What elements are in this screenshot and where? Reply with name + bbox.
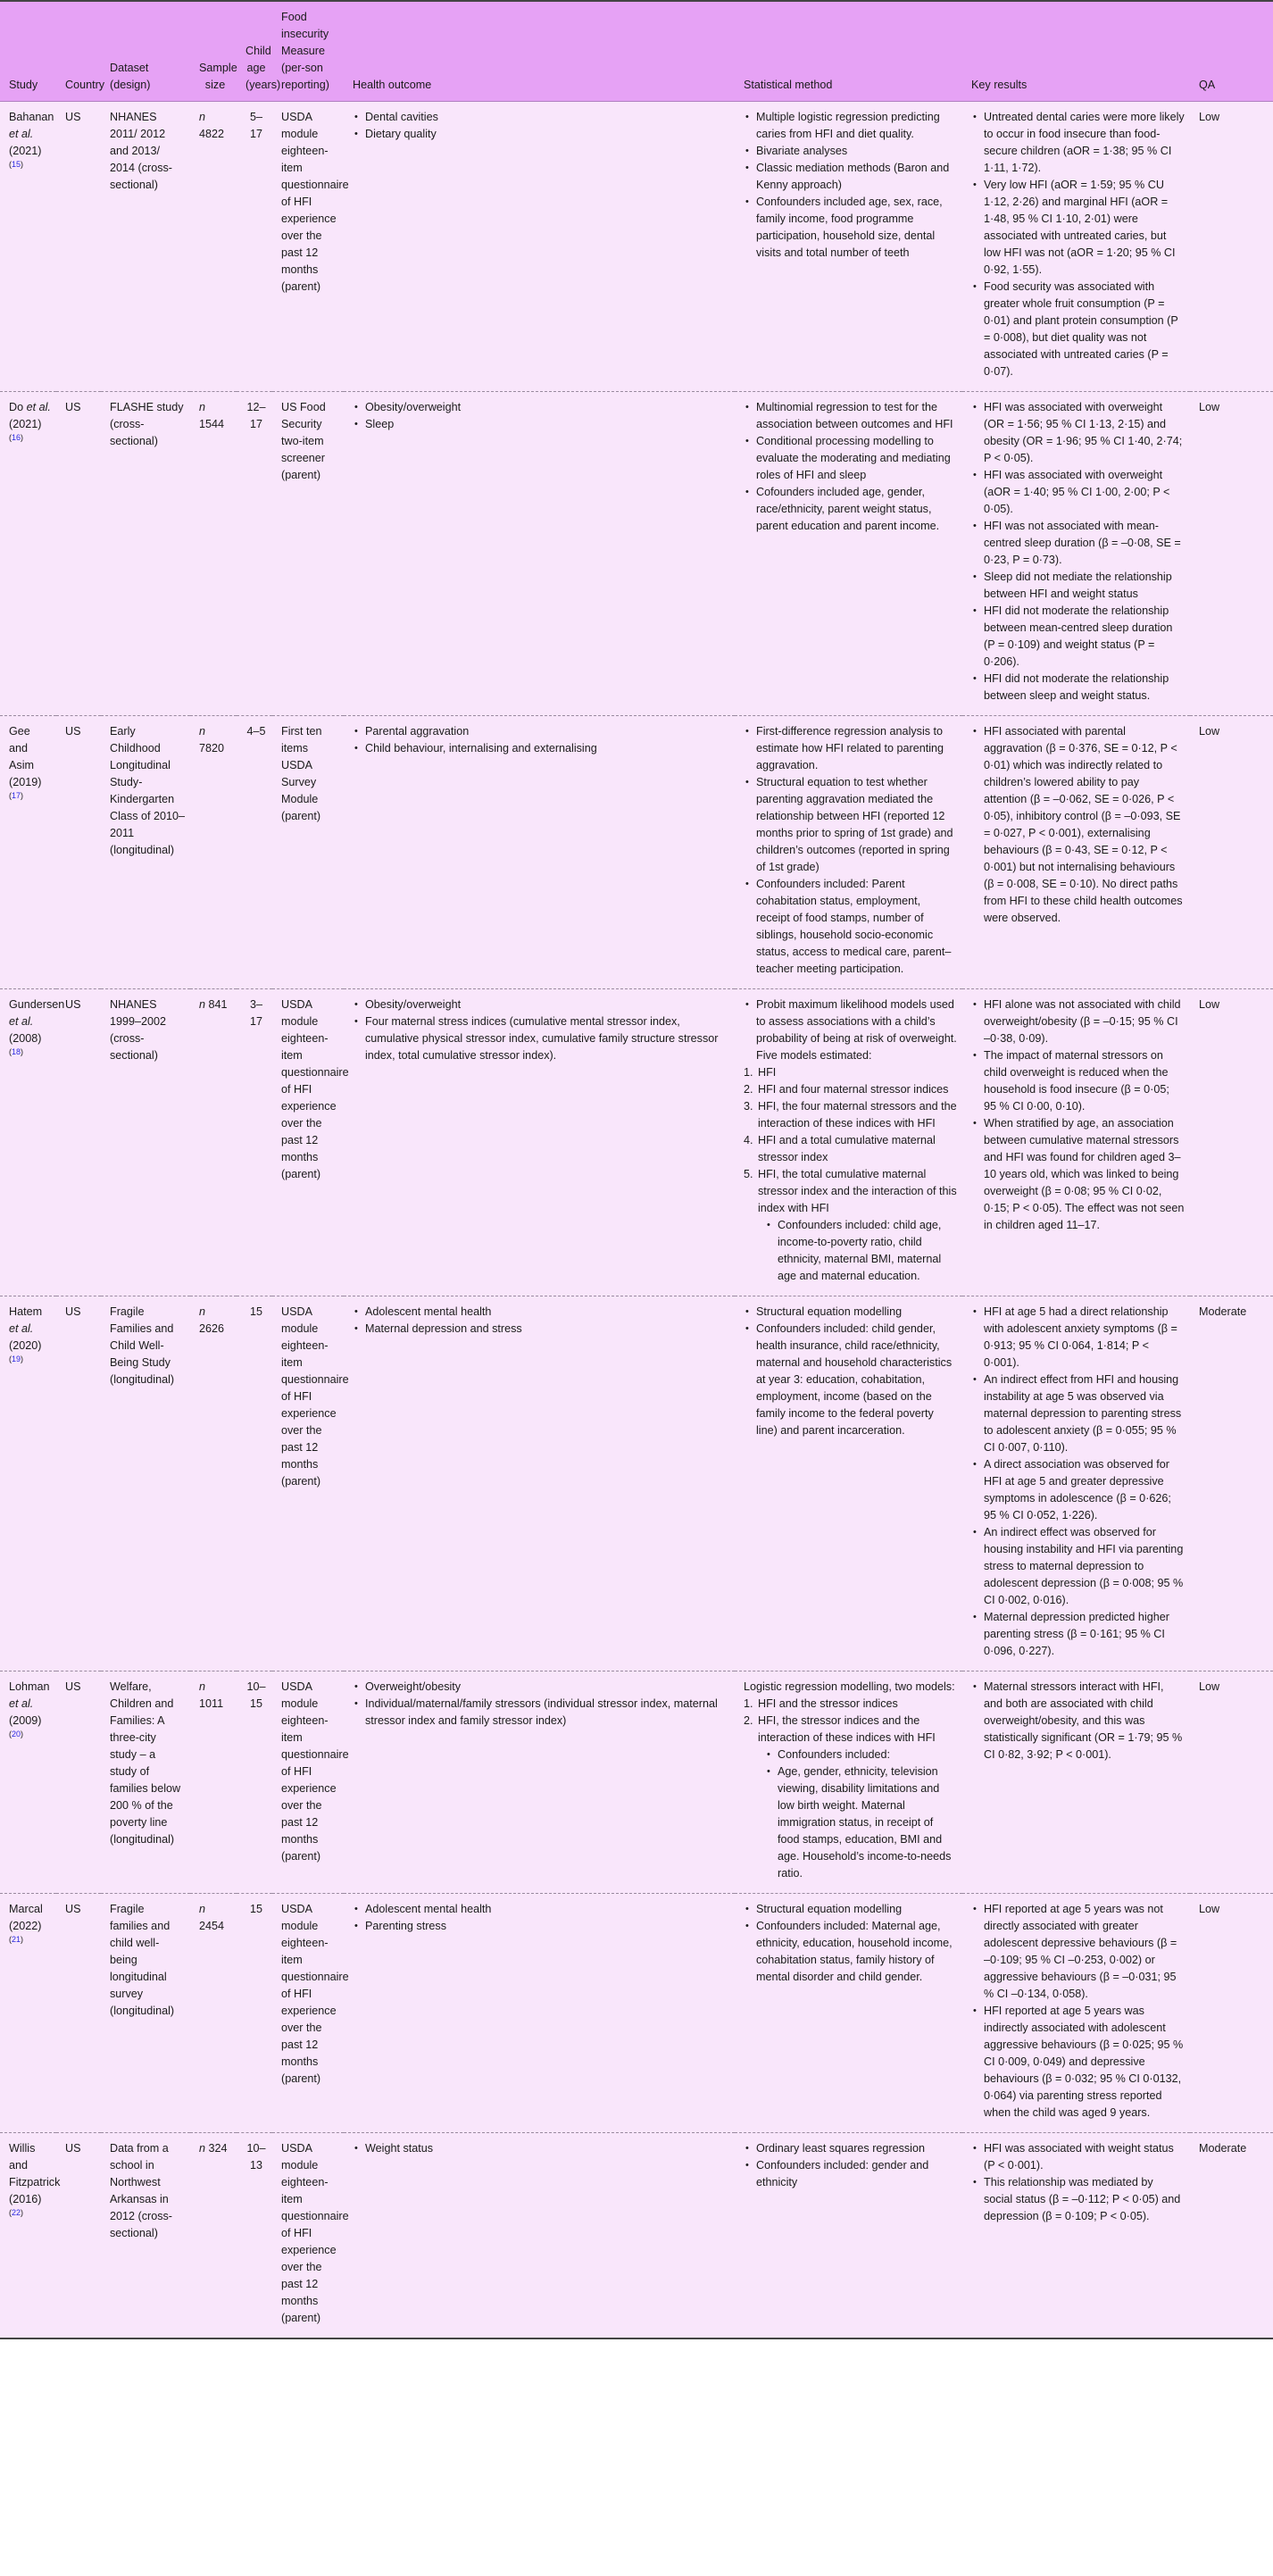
model-item xyxy=(744,1166,957,1217)
method-item: • Confounders included: Maternal age, ethnicity, education, household income, cohabitation status, family history of mental disorder and child gender. xyxy=(744,1918,957,1986)
method-item: • Structural equation modelling xyxy=(744,1304,957,1321)
cell-country: US xyxy=(56,1894,101,2133)
cell-child-age: 15 xyxy=(237,1894,272,2133)
cell-statistical-method xyxy=(735,1894,962,2133)
cell-dataset: Data from a school in Northwest Arkansas in 2012 (cross-sectional) xyxy=(101,2133,190,2339)
cell-sample-size xyxy=(190,989,237,1296)
cell-health-outcome xyxy=(344,1671,735,1894)
method-item: • Multinomial regression to test for the association between outcomes and HFI xyxy=(744,399,957,433)
outcome-list xyxy=(353,399,729,433)
cell-health-outcome xyxy=(344,1894,735,2133)
result-list xyxy=(971,723,1185,927)
cell-child-age: 10–15 xyxy=(237,1671,272,1894)
table-row xyxy=(0,989,1273,1296)
outcome-list xyxy=(353,109,729,143)
cell-fi-measure: USDA module eighteen-item questionnaire of HFI experience over the past 12 months (parent) xyxy=(272,2133,344,2339)
cell-dataset: Fragile Families and Child Well-Being Study (longitudinal) xyxy=(101,1296,190,1671)
sample-value: 1011 xyxy=(199,1697,224,1710)
cell-sample-size xyxy=(190,102,237,392)
cell-statistical-method xyxy=(735,1296,962,1671)
result-item: • HFI reported at age 5 years was indirectly associated with adolescent aggressive behaviours (β = 0·025; 95 % CI 0·009, 0·049) and depressive behaviours (β = 0·032; 95 % CI 0·0132, 0·064) via parenting stress reported when the child was aged 9 years. xyxy=(971,2003,1185,2122)
cell-key-results xyxy=(962,2133,1190,2339)
cell-fi-measure: USDA module eighteen-item questionnaire of HFI experience over the past 12 months (parent) xyxy=(272,102,344,392)
model-text: HFI and the stressor indices xyxy=(758,1697,898,1710)
method-item: • First-difference regression analysis to estimate how HFI related to parenting aggravation. xyxy=(744,723,957,774)
result-item: • Sleep did not mediate the relationship between HFI and weight status xyxy=(971,569,1185,603)
model-list xyxy=(744,1064,957,1217)
study-author: Willis and Fitzpatrick xyxy=(9,2142,61,2188)
method-item: • Classic mediation methods (Baron and Kenny approach) xyxy=(744,160,957,194)
method-item: • Ordinary least squares regression xyxy=(744,2140,957,2157)
citation-link[interactable]: 21 xyxy=(12,1934,21,1944)
outcome-item: • Overweight/obesity xyxy=(353,1679,729,1696)
result-item: • HFI was associated with weight status (P < 0·001). xyxy=(971,2140,1185,2174)
sample-n-symbol: n xyxy=(199,998,206,1011)
citation-link[interactable]: 16 xyxy=(12,432,21,442)
cell-statistical-method xyxy=(735,392,962,716)
model-item xyxy=(744,1132,957,1166)
model-number: 5. xyxy=(744,1168,753,1180)
cell-key-results xyxy=(962,989,1190,1296)
study-author: Gee and Asim xyxy=(9,725,34,771)
study-year: (2021) xyxy=(9,145,42,157)
citation-ref[interactable]: (18) xyxy=(9,1046,24,1056)
outcome-item: • Parenting stress xyxy=(353,1918,729,1935)
result-item: • Food security was associated with greater whole fruit consumption (P = 0·01) and plant protein consumption (P = 0·008), but diet quality was not associated with untreated caries (P = 0·07). xyxy=(971,279,1185,380)
cell-child-age: 3–17 xyxy=(237,989,272,1296)
outcome-list xyxy=(353,1901,729,1935)
result-list xyxy=(971,1901,1185,2122)
method-list xyxy=(744,1901,957,1986)
citation-ref[interactable]: (15) xyxy=(9,159,24,169)
model-text: HFI and four maternal stressor indices xyxy=(758,1083,949,1096)
outcome-item: • Dietary quality xyxy=(353,126,729,143)
sample-value: 2454 xyxy=(199,1920,225,1932)
cell-dataset: Early Childhood Longitudinal Study-Kindergarten Class of 2010–2011 (longitudinal) xyxy=(101,716,190,989)
table-row xyxy=(0,1894,1273,2133)
cell-study xyxy=(0,102,56,392)
header-statistical-method: Statistical method xyxy=(735,1,962,102)
header-country: Country xyxy=(56,1,101,102)
cell-study xyxy=(0,2133,61,2339)
cell-qa: Low xyxy=(1190,392,1273,716)
result-list xyxy=(971,109,1185,380)
table-header xyxy=(0,1,1273,102)
study-year: (2008) xyxy=(9,1032,42,1045)
citation-ref[interactable]: (16) xyxy=(9,432,24,442)
result-item: • HFI reported at age 5 years was not directly associated with greater adolescent depressive behaviours (β = –0·109; 95 % CI –0·253, 0·002) or aggressive behaviours (β = –0·031; 95 % CI –0·134, 0·058). xyxy=(971,1901,1185,2003)
cell-key-results xyxy=(962,1296,1190,1671)
cell-country: US xyxy=(56,1296,101,1671)
outcome-item: • Parental aggravation xyxy=(353,723,729,740)
citation-link[interactable]: 22 xyxy=(12,2207,21,2217)
table-row xyxy=(0,1296,1273,1671)
citation-link[interactable]: 19 xyxy=(12,1354,21,1363)
model-number: 2. xyxy=(744,1083,753,1096)
model-item xyxy=(744,1081,957,1098)
method-list xyxy=(744,1304,957,1439)
sample-value: 841 xyxy=(208,998,228,1011)
method-item: • Confounders included: child gender, health insurance, child race/ethnicity, maternal and household characteristics at year 3: education, cohabitation, employment, income (based on the family income to the federal poverty line) and parent incarceration. xyxy=(744,1321,957,1439)
result-item: • An indirect effect from HFI and housing instability at age 5 was observed via maternal depression to parenting stress to adolescent anxiety (β = 0·055; 95 % CI 0·007, 0·110). xyxy=(971,1371,1185,1456)
cell-statistical-method xyxy=(735,2133,962,2339)
sample-n-symbol: n xyxy=(199,1305,206,1318)
study-etal: et al. xyxy=(9,128,34,140)
model-number: 2. xyxy=(744,1714,753,1727)
header-sample-size: Sample size xyxy=(190,1,237,102)
cell-qa: Low xyxy=(1190,1894,1273,2133)
study-year: (2019) xyxy=(9,776,42,788)
citation-link[interactable]: 15 xyxy=(12,159,21,169)
cell-qa: Low xyxy=(1190,716,1273,989)
cell-dataset: Welfare, Children and Families: A three-city study – a study of families below 200 % of the poverty line (longitudinal) xyxy=(101,1671,190,1894)
cell-health-outcome xyxy=(344,1296,735,1671)
confounder-item: • Confounders included: child age, income-to-poverty ratio, child ethnicity, maternal BMI, maternal age and maternal education. xyxy=(765,1217,957,1285)
cell-key-results xyxy=(962,102,1190,392)
sample-n-symbol: n xyxy=(199,1903,206,1915)
cell-country: US xyxy=(56,989,101,1296)
cell-study xyxy=(0,1671,56,1894)
table-body xyxy=(0,102,1273,2339)
method-intro: Logistic regression modelling, two models: xyxy=(744,1680,955,1693)
sample-value: 2626 xyxy=(199,1322,225,1335)
result-item: • When stratified by age, an association between cumulative maternal stressors and HFI was found for children aged 3–10 years old, which was linked to being overweight (β = 0·08; 95 % CI 0·02, 0·15; P < 0·05). The effect was not seen in children aged 11–17. xyxy=(971,1115,1185,1234)
study-etal: et al. xyxy=(9,1015,34,1028)
cell-sample-size xyxy=(190,1296,237,1671)
result-item: • An indirect effect was observed for housing instability and HFI via parenting stress to maternal depression to adolescent depression (β = 0·008; 95 % CI 0·002, 0·016). xyxy=(971,1524,1185,1609)
cell-statistical-method xyxy=(735,716,962,989)
sample-value: 7820 xyxy=(199,742,225,754)
cell-statistical-method xyxy=(735,989,962,1296)
method-list xyxy=(744,399,957,535)
model-text: HFI and a total cumulative maternal stressor index xyxy=(758,1134,936,1163)
sample-n-symbol: n xyxy=(199,1680,206,1693)
header-health-outcome: Health outcome xyxy=(344,1,735,102)
method-item: • Confounders included: Parent cohabitation status, employment, receipt of food stamps, number of siblings, household socio-economic status, access to medical care, parent–teacher meeting participation. xyxy=(744,876,957,978)
header-study: Study xyxy=(0,1,56,102)
outcome-list xyxy=(353,996,729,1064)
method-item: • Structural equation to test whether parenting aggravation mediated the relationship between HFI (reported 12 months prior to spring of 1st grade) and children’s outcomes (reported in spring of 1st grade) xyxy=(744,774,957,876)
outcome-list xyxy=(353,1679,729,1730)
model-number: 3. xyxy=(744,1100,753,1113)
citation-link[interactable]: 17 xyxy=(12,790,21,800)
method-item: • Conditional processing modelling to evaluate the moderating and mediating roles of HFI and sleep xyxy=(744,433,957,484)
cell-sample-size xyxy=(190,1671,237,1894)
cell-fi-measure: US Food Security two-item screener (parent) xyxy=(272,392,344,716)
cell-health-outcome xyxy=(344,989,735,1296)
cell-study xyxy=(0,1894,56,2133)
model-text: HFI, the stressor indices and the interaction of these indices with HFI xyxy=(758,1714,936,1744)
cell-study xyxy=(0,989,65,1296)
cell-health-outcome xyxy=(344,2133,735,2339)
outcome-item: • Obesity/overweight xyxy=(353,399,729,416)
method-list xyxy=(744,996,957,1064)
method-list xyxy=(744,723,957,978)
model-number: 1. xyxy=(744,1697,753,1710)
sample-n-symbol: n xyxy=(199,401,206,413)
cell-key-results xyxy=(962,392,1190,716)
cell-country: US xyxy=(56,1671,101,1894)
result-item: • Maternal stressors interact with HFI, and both are associated with child overweight/obesity, and this was statistically significant (OR = 1·79; 95 % CI 0·82, 3·92; P < 0·001). xyxy=(971,1679,1185,1763)
cell-dataset: FLASHE study (cross-sectional) xyxy=(101,392,190,716)
result-list xyxy=(971,2140,1185,2225)
cell-study xyxy=(0,1296,56,1671)
confounder-item: • Age, gender, ethnicity, television viewing, disability limitations and low birth weight. Maternal immigration status, in receipt of food stamps, education, BMI and age. Household’s income-to-needs ratio. xyxy=(765,1763,957,1882)
cell-dataset: NHANES 1999–2002 (cross-sectional) xyxy=(101,989,190,1296)
outcome-item: • Weight status xyxy=(353,2140,729,2157)
outcome-item: • Individual/maternal/family stressors (individual stressor index, maternal stressor index and family stressor index) xyxy=(353,1696,729,1730)
model-item xyxy=(744,1696,957,1713)
cell-health-outcome xyxy=(344,716,735,989)
confounder-list xyxy=(765,1747,957,1882)
study-year: (2016) xyxy=(9,2193,42,2205)
cell-qa: Low xyxy=(1190,989,1273,1296)
cell-sample-size xyxy=(190,1894,237,2133)
citation-ref[interactable]: (21) xyxy=(9,1934,24,1944)
citation-ref[interactable]: (20) xyxy=(9,1729,24,1738)
method-item: • Confounders included: gender and ethnicity xyxy=(744,2157,957,2191)
study-year: (2020) xyxy=(9,1339,42,1352)
cell-study xyxy=(0,716,56,989)
cell-dataset: NHANES 2011/ 2012 and 2013/ 2014 (cross-sectional) xyxy=(101,102,190,392)
confounder-list xyxy=(765,1217,957,1285)
result-item: • HFI at age 5 had a direct relationship with adolescent anxiety symptoms (β = 0·913; 95 % CI 0·064, 1·814; P < 0·001). xyxy=(971,1304,1185,1371)
study-etal: et al. xyxy=(26,401,51,413)
cell-country: US xyxy=(56,716,101,989)
result-item: • HFI associated with parental aggravation (β = 0·376, SE = 0·12, P < 0·01) which was indirectly related to children’s lowered ability to pay attention (β = –0·062, SE = 0·026, P < 0·05), inhibitory control (β = –0·093, SE = 0·027, P < 0·001), externalising behaviours (β = 0·43, SE = 0·12, P < 0·001) but not internalising behaviours (β = 0·008, SE = 0·10). No direct paths from HFI to these child health outcomes were observed. xyxy=(971,723,1185,927)
table-row xyxy=(0,2133,1273,2339)
study-year: (2009) xyxy=(9,1714,42,1727)
header-qa: QA xyxy=(1190,1,1273,102)
model-item xyxy=(744,1098,957,1132)
outcome-list xyxy=(353,2140,729,2157)
citation-ref[interactable]: (17) xyxy=(9,790,24,800)
cell-fi-measure: First ten items USDA Survey Module (parent) xyxy=(272,716,344,989)
sample-n-symbol: n xyxy=(199,725,206,738)
result-item: • A direct association was observed for HFI at age 5 and greater depressive symptoms in adolescence (β = 0·626; 95 % CI 0·052, 1·226). xyxy=(971,1456,1185,1524)
result-item: • Very low HFI (aOR = 1·59; 95 % CU 1·12, 2·26) and marginal HFI (aOR = 1·48, 95 % CI 1·10, 2·01) were associated with untreated caries, but low HFI was not (aOR = 1·20; 95 % CI 0·92, 1·55). xyxy=(971,177,1185,279)
cell-qa: Low xyxy=(1190,102,1273,392)
study-etal: et al. xyxy=(9,1322,34,1335)
cell-fi-measure: USDA module eighteen-item questionnaire of HFI experience over the past 12 months (parent) xyxy=(272,1671,344,1894)
cell-health-outcome xyxy=(344,392,735,716)
cell-qa: Moderate xyxy=(1190,1296,1273,1671)
result-list xyxy=(971,1679,1185,1763)
study-author: Hatem xyxy=(9,1305,43,1318)
method-item: • Cofounders included age, gender, race/ethnicity, parent weight status, parent education and parent income. xyxy=(744,484,957,535)
cell-child-age: 12–17 xyxy=(237,392,272,716)
citation-ref[interactable]: (22) xyxy=(9,2207,24,2217)
cell-fi-measure: USDA module eighteen-item questionnaire of HFI experience over the past 12 months (parent) xyxy=(272,1894,344,2133)
confounder-item: • Confounders included: xyxy=(765,1747,957,1763)
study-year: (2022) xyxy=(9,1920,42,1932)
cell-statistical-method xyxy=(735,102,962,392)
cell-statistical-method xyxy=(735,1671,962,1894)
method-item: • Multiple logistic regression predicting caries from HFI and diet quality. xyxy=(744,109,957,143)
model-number: 1. xyxy=(744,1066,753,1079)
outcome-list xyxy=(353,723,729,757)
header-child-age: Child age (years) xyxy=(237,1,272,102)
cell-key-results xyxy=(962,1671,1190,1894)
method-list xyxy=(744,109,957,262)
result-list xyxy=(971,1304,1185,1660)
cell-health-outcome xyxy=(344,102,735,392)
cell-child-age: 4–5 xyxy=(237,716,272,989)
model-item xyxy=(744,1064,957,1081)
cell-child-age: 10–13 xyxy=(237,2133,272,2339)
cell-fi-measure: USDA module eighteen-item questionnaire of HFI experience over the past 12 months (parent) xyxy=(272,989,344,1296)
table-row xyxy=(0,392,1273,716)
outcome-item: • Sleep xyxy=(353,416,729,433)
result-list xyxy=(971,399,1185,704)
method-item: • Structural equation modelling xyxy=(744,1901,957,1918)
header-fi-measure: Food insecurity Measure (per-son reporting) xyxy=(272,1,344,102)
cell-child-age: 15 xyxy=(237,1296,272,1671)
study-author: Marcal xyxy=(9,1903,43,1915)
outcome-item: • Dental cavities xyxy=(353,109,729,126)
result-item: • HFI was associated with overweight (OR = 1·56; 95 % CI 1·13, 2·15) and obesity (OR = 1·96; 95 % CI 1·40, 2·74; P < 0·05). xyxy=(971,399,1185,467)
study-author: Gundersen xyxy=(9,998,65,1011)
outcome-item: • Maternal depression and stress xyxy=(353,1321,729,1338)
outcome-item: • Child behaviour, internalising and externalising xyxy=(353,740,729,757)
header-dataset: Dataset (design) xyxy=(101,1,190,102)
study-author: Do xyxy=(9,401,24,413)
citation-link[interactable]: 18 xyxy=(12,1046,21,1056)
cell-dataset: Fragile families and child well-being longitudinal survey (longitudinal) xyxy=(101,1894,190,2133)
table-row xyxy=(0,716,1273,989)
sample-n-symbol: n xyxy=(199,2142,206,2155)
method-item: • Probit maximum likelihood models used to assess associations with a child’s probability of being at risk of overweight. Five models estimated: xyxy=(744,996,957,1064)
result-item: • Untreated dental caries were more likely to occur in food insecure than food-secure children (aOR = 1·38; 95 % CI 1·11, 1·72). xyxy=(971,109,1185,177)
study-etal: et al. xyxy=(9,1697,34,1710)
cell-key-results xyxy=(962,1894,1190,2133)
cell-sample-size xyxy=(190,716,237,989)
sample-value: 324 xyxy=(208,2142,228,2155)
table-row xyxy=(0,102,1273,392)
sample-value: 4822 xyxy=(199,128,225,140)
result-item: • HFI was associated with overweight (aOR = 1·40; 95 % CI 1·00, 2·00; P < 0·05). xyxy=(971,467,1185,518)
cell-sample-size xyxy=(190,2133,237,2339)
outcome-item: • Adolescent mental health xyxy=(353,1304,729,1321)
cell-qa: Low xyxy=(1190,1671,1273,1894)
method-item: • Confounders included age, sex, race, family income, food programme participation, household size, dental visits and total number of teeth xyxy=(744,194,957,262)
model-item xyxy=(744,1713,957,1747)
result-item: • HFI did not moderate the relationship between mean-centred sleep duration (P = 0·109) and weight status (P = 0·206). xyxy=(971,603,1185,671)
model-number: 4. xyxy=(744,1134,753,1146)
citation-link[interactable]: 20 xyxy=(12,1729,21,1738)
outcome-item: • Obesity/overweight xyxy=(353,996,729,1013)
study-author: Bahanan xyxy=(9,111,54,123)
result-item: • HFI was not associated with mean-centred sleep duration (β = –0·08, SE = 0·23, P = 0·73). xyxy=(971,518,1185,569)
method-item: • Bivariate analyses xyxy=(744,143,957,160)
study-author: Lohman xyxy=(9,1680,50,1693)
model-text: HFI, the four maternal stressors and the interaction of these indices with HFI xyxy=(758,1100,957,1130)
result-item: • This relationship was mediated by social status (β = –0·112; P < 0·05) and depression (β = 0·109; P < 0·05). xyxy=(971,2174,1185,2225)
result-item: • Maternal depression predicted higher parenting stress (β = 0·161; 95 % CI 0·096, 0·227). xyxy=(971,1609,1185,1660)
outcome-item: • Four maternal stress indices (cumulative mental stressor index, cumulative physical stressor index, cumulative family structure stressor index, total cumulative stressor index). xyxy=(353,1013,729,1064)
cell-country: US xyxy=(56,102,101,392)
header-key-results: Key results xyxy=(962,1,1190,102)
method-list xyxy=(744,2140,957,2191)
citation-ref[interactable]: (19) xyxy=(9,1354,24,1363)
cell-sample-size xyxy=(190,392,237,716)
cell-qa: Moderate xyxy=(1190,2133,1273,2339)
study-year: (2021) xyxy=(9,418,42,430)
model-text: HFI xyxy=(758,1066,777,1079)
model-text: HFI, the total cumulative maternal stressor index and the interaction of this index with HFI xyxy=(758,1168,957,1214)
table-row xyxy=(0,1671,1273,1894)
cell-key-results xyxy=(962,716,1190,989)
result-item: • HFI did not moderate the relationship between sleep and weight status. xyxy=(971,671,1185,704)
cell-fi-measure: USDA module eighteen-item questionnaire of HFI experience over the past 12 months (parent) xyxy=(272,1296,344,1671)
sample-n-symbol: n xyxy=(199,111,206,123)
model-list xyxy=(744,1696,957,1747)
result-item: • HFI alone was not associated with child overweight/obesity (β = –0·15; 95 % CI –0·38, 0·09). xyxy=(971,996,1185,1047)
cell-country: US xyxy=(56,392,101,716)
cell-child-age: 5–17 xyxy=(237,102,272,392)
outcome-item: • Adolescent mental health xyxy=(353,1901,729,1918)
sample-value: 1544 xyxy=(199,418,225,430)
outcome-list xyxy=(353,1304,729,1338)
result-list xyxy=(971,996,1185,1234)
cell-country: US xyxy=(56,2133,101,2339)
cell-study xyxy=(0,392,56,716)
result-item: • The impact of maternal stressors on child overweight is reduced when the household is food insecure (β = 0·05; 95 % CI 0·00, 0·10). xyxy=(971,1047,1185,1115)
